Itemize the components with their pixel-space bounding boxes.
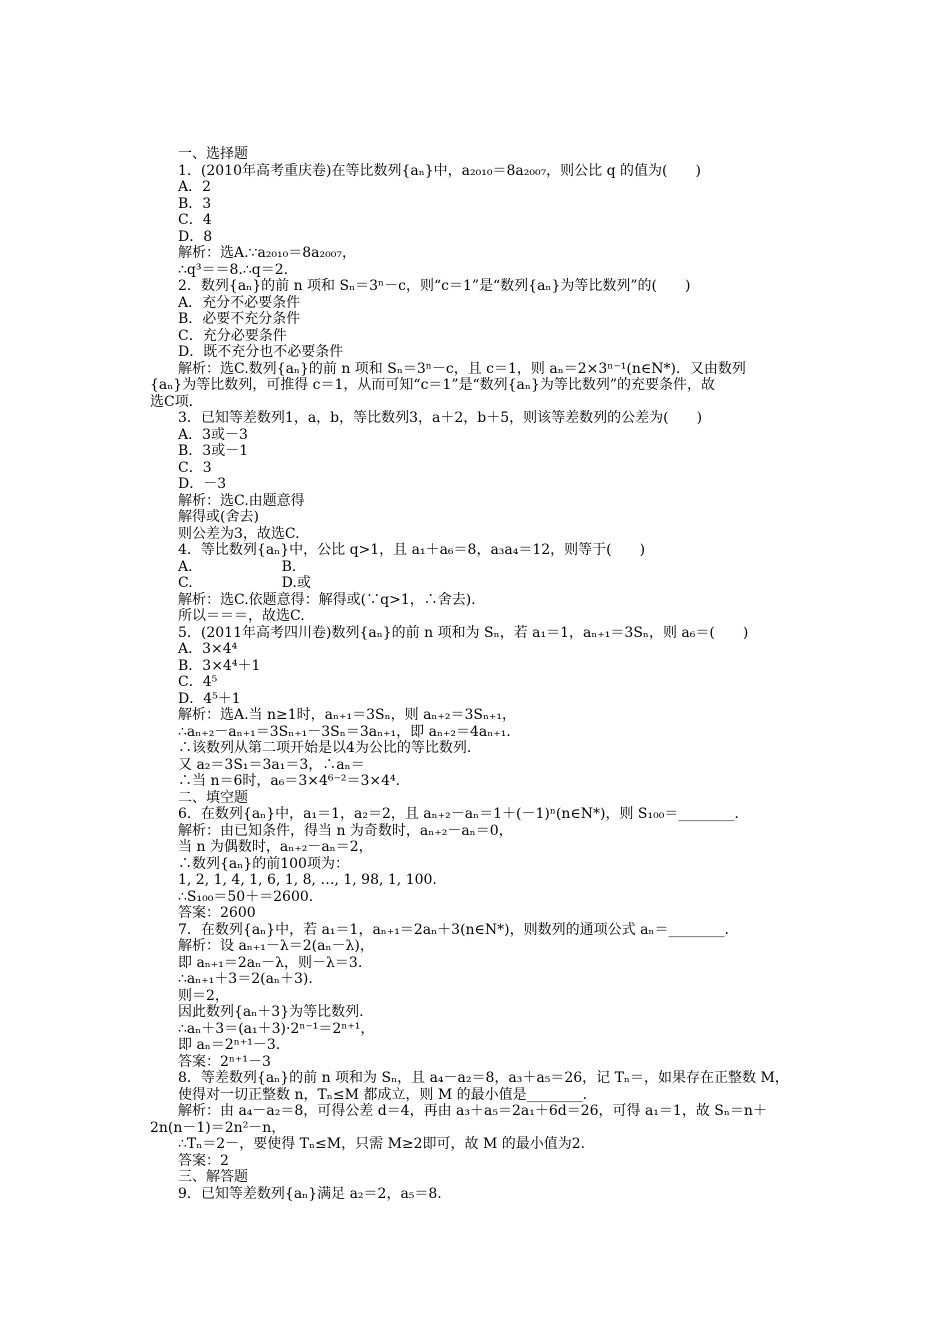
text-line: ∴当 n＝6时，a₆＝3×4⁶⁻²＝3×4⁴.	[178, 773, 401, 789]
text-line: 3．已知等差数列1，a，b，等比数列3，a＋2，b＋5，则该等差数列的公差为( )	[178, 410, 703, 426]
text-line: 一、选择题	[178, 146, 248, 162]
text-line: 选C项．	[150, 393, 203, 410]
text-line: ∴aₙ₊₂－aₙ₊₁＝3Sₙ₊₁－3Sₙ＝3aₙ₊₁，即 aₙ₊₂＝4aₙ₊₁.	[178, 723, 511, 740]
text-line: B．必要不充分条件	[178, 311, 301, 327]
text-line: 5．(2011年高考四川卷)数列{aₙ}的前 n 项和为 Sₙ，若 a₁＝1，aₙ₊₁＝3Sₙ，则 a₆＝( )	[178, 624, 749, 641]
text-line: A．2	[178, 179, 212, 195]
text-line: 即 aₙ＝2ⁿ⁺¹－3.	[178, 1037, 281, 1053]
text-line: 解析：由已知条件，得当 n 为奇数时，aₙ₊₂－aₙ＝0，	[178, 822, 513, 839]
text-line: ∴Tₙ＝2－，要使得 Tₙ≤M，只需 M≥2即可，故 M 的最小值为2.	[178, 1136, 586, 1152]
text-line: ∴aₙ₊₁＋3＝2(aₙ＋3).	[178, 971, 313, 987]
text-line: 2n(n－1)＝2n²－n，	[150, 1119, 286, 1136]
text-line: 7．在数列{aₙ}中，若 a₁＝1，aₙ₊₁＝2aₙ＋3(n∈N*)，则数列的通项公式 aₙ＝________.	[178, 921, 729, 938]
text-line: 解析：选C.数列{aₙ}的前 n 项和 Sₙ＝3ⁿ－c，且 c＝1，则 aₙ＝2×3ⁿ⁻¹(n∈N*)．又由数列	[178, 360, 746, 377]
text-line: ∴该数列从第二项开始是以4为公比的等比数列.	[178, 740, 472, 756]
text-line: D．既不充分也不必要条件	[178, 344, 344, 360]
text-line: C. D.或	[178, 575, 311, 591]
text-line: 即 aₙ₊₁＝2aₙ－λ，则－λ＝3.	[178, 954, 363, 971]
text-line: A．3或－3	[178, 426, 248, 443]
text-line: ∴S₁₀₀＝50＋＝2600.	[178, 888, 314, 905]
text-line: 答案：2600	[178, 905, 256, 921]
text-line: B．3×4⁴＋1	[178, 657, 261, 674]
text-line: 解析：由 a₄－a₂＝8，可得公差 d＝4，再由 a₃＋a₅＝2a₁＋6d＝26，可得 a₁＝1，故 Sₙ＝n＋	[178, 1103, 767, 1119]
text-line: 6．在数列{aₙ}中，a₁＝1，a₂＝2，且 aₙ₊₂－aₙ＝1＋(－1)ⁿ(n∈N*)，则 S₁₀₀＝________.	[178, 806, 739, 822]
text-line: C．充分必要条件	[178, 327, 287, 344]
text-line: A．充分不必要条件	[178, 294, 301, 311]
text-line: ∴数列{aₙ}的前100项为：	[178, 855, 349, 872]
text-line: A．3×4⁴	[178, 641, 238, 657]
text-line: 则＝2，	[178, 987, 229, 1004]
text-line: 解析：选A.当 n≥1时，aₙ₊₁＝3Sₙ，则 aₙ₊₂＝3Sₙ₊₁，	[178, 707, 517, 723]
text-line: C．4	[178, 212, 212, 228]
text-line: 三、解答题	[178, 1169, 248, 1185]
text-line: B．3或－1	[178, 443, 249, 459]
text-line: 二、填空题	[178, 789, 248, 806]
text-line: 4．等比数列{aₙ}中，公比 q>1，且 a₁＋a₆＝8，a₃a₄＝12，则等于( )	[178, 542, 646, 558]
text-line: 解析：选C.由题意得	[178, 492, 305, 509]
text-line: 1, 2, 1, 4, 1, 6, 1, 8, …, 1, 98, 1, 100.	[178, 872, 437, 888]
text-line: ∴aₙ＋3＝(a₁＋3)·2ⁿ⁻¹＝2ⁿ⁺¹，	[178, 1020, 375, 1037]
text-line: 使得对一切正整数 n，Tₙ≤M 都成立，则 M 的最小值是________.	[178, 1086, 588, 1103]
text-line: 1．(2010年高考重庆卷)在等比数列{aₙ}中，a₂₀₁₀＝8a₂₀₀₇，则公比 q 的值为( )	[178, 162, 701, 179]
text-line: 当 n 为偶数时，aₙ₊₂－aₙ＝2，	[178, 839, 373, 855]
text-line: 因此数列{aₙ＋3}为等比数列.	[178, 1004, 364, 1020]
text-line: 解析：设 aₙ₊₁－λ＝2(aₙ－λ)，	[178, 938, 374, 954]
text-line: C．3	[178, 459, 212, 476]
text-line: 2．数列{aₙ}的前 n 项和 Sₙ＝3ⁿ－c，则“c＝1”是“数列{aₙ}为等比数列”的( )	[178, 278, 691, 294]
text-line: 又 a₂＝3S₁＝3a₁＝3，∴aₙ＝	[178, 756, 365, 773]
text-line: D．4⁵＋1	[178, 690, 241, 707]
text-line: C．4⁵	[178, 674, 218, 690]
text-line: D．－3	[178, 476, 227, 492]
text-line: 解析：选C.依题意得：解得或(∵q>1，∴舍去).	[178, 591, 476, 608]
text-line: 答案：2	[178, 1152, 229, 1169]
text-line: A. B.	[178, 558, 297, 575]
text-line: {aₙ}为等比数列，可推得 c＝1，从而可知“c＝1”是“数列{aₙ}为等比数列”的充要条件，故	[150, 377, 716, 393]
text-line: 9．已知等差数列{aₙ}满足 a₂＝2，a₅＝8.	[178, 1185, 442, 1202]
text-line: 则公差为3，故选C.	[178, 525, 300, 542]
text-line: 答案：2ⁿ⁺¹－3	[178, 1053, 271, 1070]
text-line: ∴q³＝＝8.∴q＝2.	[178, 261, 289, 278]
text-line: B．3	[178, 195, 212, 212]
document-body	[150, 146, 810, 1202]
text-line: 8．等差数列{aₙ}的前 n 项和为 Sₙ，且 a₄－a₂＝8，a₃＋a₅＝26，记 Tₙ＝，如果存在正整数 M，	[178, 1070, 789, 1086]
text-line: 解析：选A.∵a₂₀₁₀＝8a₂₀₀₇，	[178, 245, 356, 261]
text-line: D．8	[178, 228, 213, 245]
text-line: 所以＝＝＝，故选C.	[178, 608, 305, 624]
text-line: 解得或(舍去)	[178, 509, 259, 525]
